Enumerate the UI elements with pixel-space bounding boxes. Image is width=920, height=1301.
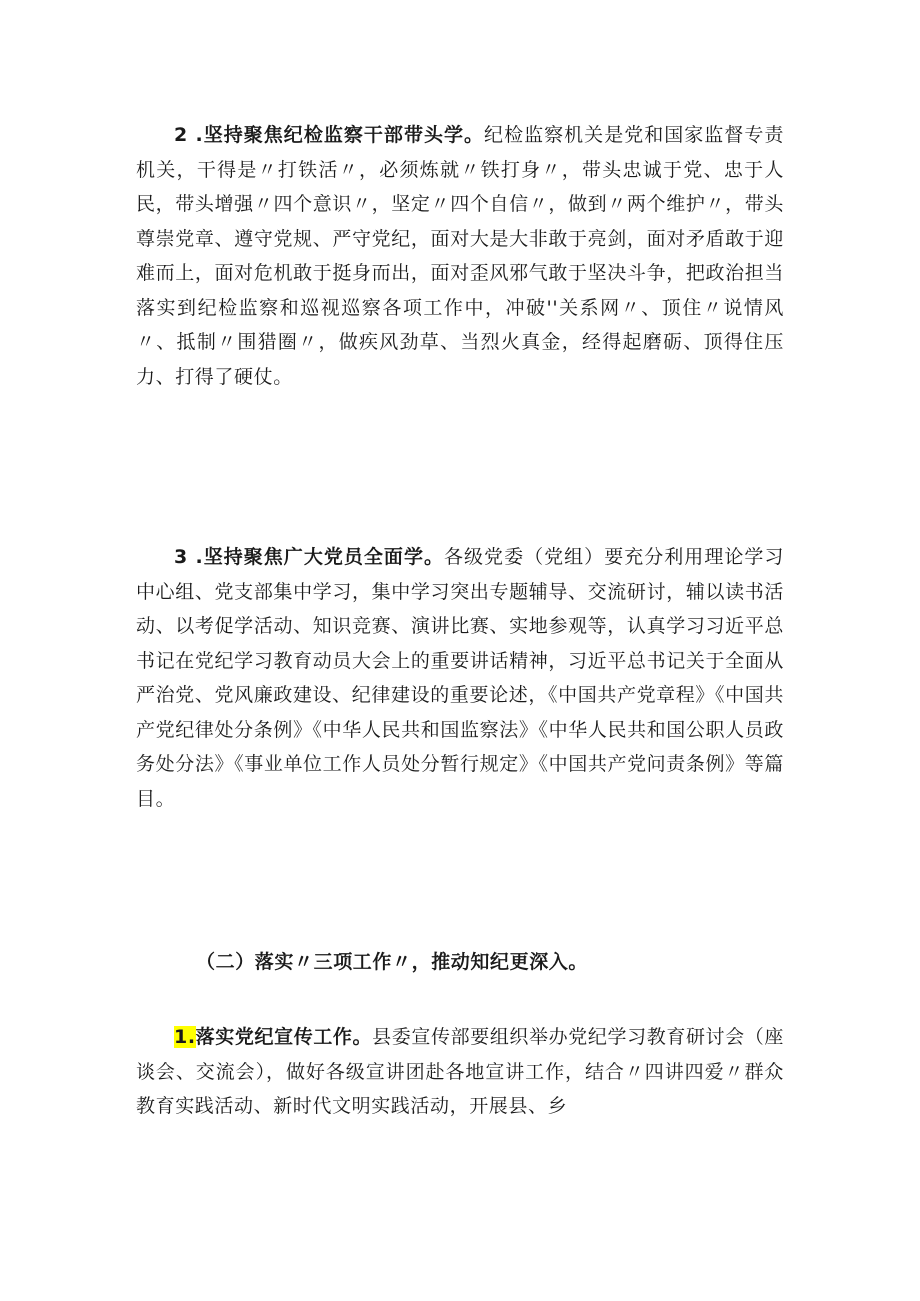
paragraph-publicity-work	[136, 1020, 784, 1124]
item-number: 2 .	[174, 124, 204, 146]
paragraph-party-supervision-cadres	[136, 118, 784, 394]
paragraph-lead: 坚持聚焦纪检监察干部带头学。	[203, 124, 485, 146]
item-number: 3 .	[174, 546, 204, 568]
section-heading: （二）落实〃三项工作〃，推动知纪更深入。	[196, 951, 589, 973]
paragraph-party-members-study	[136, 540, 784, 816]
highlighted-item-number: 1.	[174, 1026, 196, 1048]
paragraph-body: 纪检监察机关是党和国家监督专责机关，干得是〃打铁活〃，必须炼就〃铁打身〃，带头忠诚于党、忠于人民，带头增强〃四个意识〃，坚定〃四个自信〃，做到〃两个维护〃，带头尊崇党章、遵守党规、严守党纪，面对大是大非敢于亮剑，面对矛盾敢于迎难而上，面对危机敢于挺身而出，面对歪风邪气敢于坚决斗争，把政治担当落实到纪检监察和巡视巡察各项工作中，冲破''关系网〃、顶住〃说情风〃、抵制〃围猎圈〃，做疾风劲草、当烈火真金，经得起磨砺、顶得住压力、打得了硬仗。	[136, 124, 784, 388]
paragraph-lead: 落实党纪宣传工作。	[195, 1026, 373, 1048]
paragraph-body: 各级党委（党组）要充分利用理论学习中心组、党支部集中学习，集中学习突出专题辅导、交流研讨，辅以读书活动、以考促学活动、知识竞赛、演讲比赛、实地参观等，认真学习习近平总书记在党纪学习教育动员大会上的重要讲话精神，习近平总书记关于全面从严治党、党风廉政建设、纪律建设的重要论述，《中国共产党章程》《中国共产党纪律处分条例》《中华人民共和国监察法》《中华人民共和国公职人员政务处分法》《事业单位工作人员处分暂行规定》《中国共产党问责条例》等篇目。	[136, 546, 784, 810]
paragraph-lead: 坚持聚焦广大党员全面学。	[203, 546, 444, 568]
paragraph-body: 县委宣传部要组织举办党纪学习教育研讨会（座谈会、交流会），做好各级宣讲团赴各地宣讲工作，结合〃四讲四爱〃群众教育实践活动、新时代文明实践活动，开展县、乡	[136, 1026, 784, 1117]
